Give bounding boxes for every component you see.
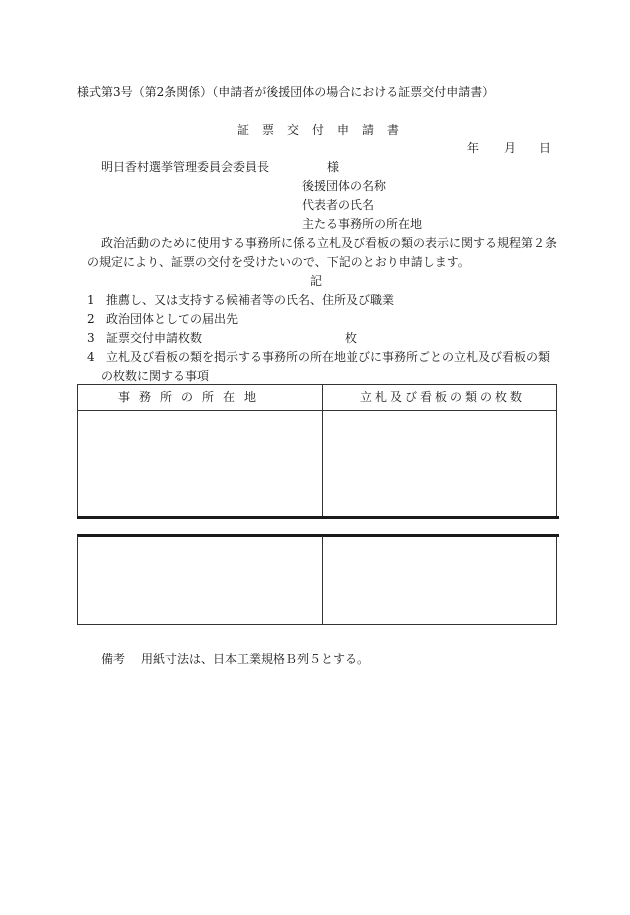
column-header-address: 事務所の所在地 (118, 390, 266, 404)
item-text-continued: の枚数に関する事項 (101, 369, 210, 383)
item-number: 3 (87, 331, 95, 345)
form-number: 様式第3号（第2条関係）（申請者が後援団体の場合における証票交付申請書） (77, 85, 495, 99)
item-text: 推薦し、又は支持する候補者等の氏名、住所及び職業 (106, 293, 395, 307)
item-text: 政治団体としての届出先 (106, 312, 239, 326)
body-text-line1: 政治活動のために使用する事務所に係る立札及び看板の類の表示に関する規程第２条 (101, 236, 558, 250)
item-number: 1 (87, 293, 95, 307)
date-month: 月 (504, 141, 517, 155)
date-year: 年 (467, 141, 480, 155)
org-name-label: 後援団体の名称 (302, 179, 387, 193)
item-number: 2 (87, 312, 95, 326)
ki-heading: 記 (310, 274, 323, 288)
remarks-label: 備考 (101, 652, 126, 666)
item-text: 証票交付申請枚数 (106, 331, 203, 345)
rep-name-label: 代表者の氏名 (302, 198, 375, 212)
date-day: 日 (539, 141, 552, 155)
office-address-label: 主たる事務所の所在地 (302, 217, 423, 231)
remarks-text: 用紙寸法は、日本工業規格Ｂ列５とする。 (141, 652, 370, 666)
body-text-line2: の規定により、証票の交付を受けたいので、下記のとおり申請します。 (87, 255, 470, 269)
item-unit: 枚 (345, 331, 358, 345)
office-table-upper (77, 384, 557, 518)
table-break-line-top (77, 516, 559, 519)
item-number: 4 (87, 350, 95, 364)
office-table-lower (77, 536, 557, 625)
column-divider (322, 536, 323, 624)
item-text: 立札及び看板の類を掲示する事務所の所在地並びに事務所ごとの立札及び看板の類 (106, 350, 551, 364)
honorific: 様 (327, 160, 340, 174)
column-divider (322, 385, 323, 517)
addressee: 明日香村選挙管理委員会委員長 (101, 160, 270, 174)
header-divider (78, 410, 556, 411)
column-header-count: 立札及び看板の類の枚数 (360, 390, 526, 404)
document-title: 証票交付申請書 (237, 123, 413, 137)
